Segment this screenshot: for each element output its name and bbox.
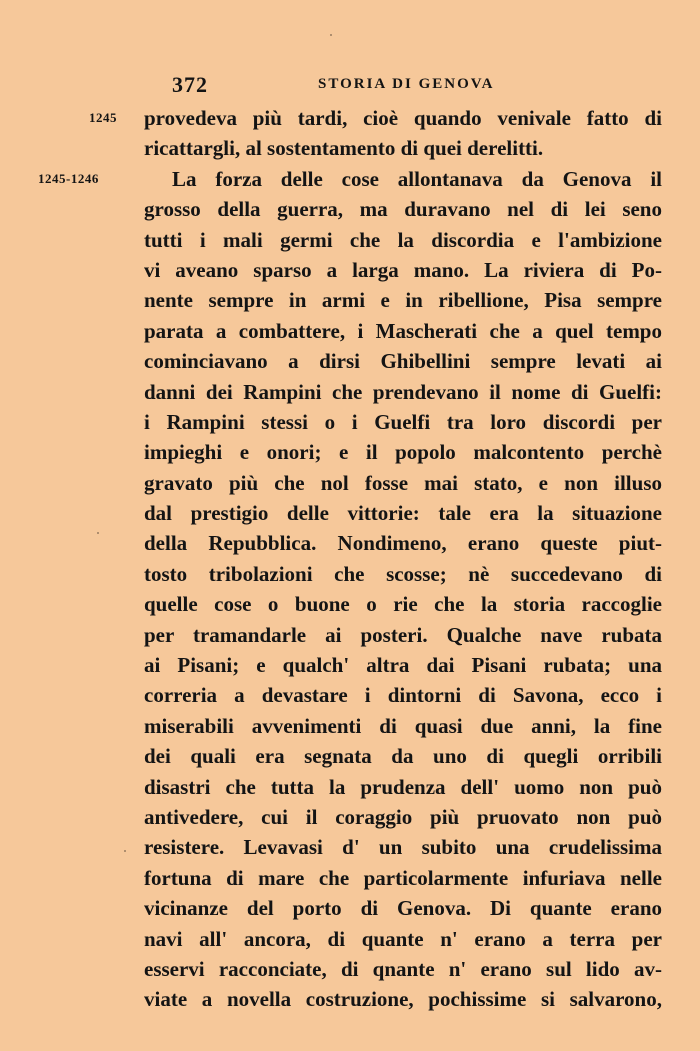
text-line: esservi racconciate, di qnante n' erano sul lido av- — [144, 956, 662, 981]
margin-year-note: 1245 — [89, 110, 117, 125]
text-line: per tramandarle ai posteri. Qualche nave rubata — [144, 622, 662, 647]
text-line: tutti i mali germi che la discordia e l'ambizione — [144, 227, 662, 252]
paragraph-first-line: La forza delle cose allontanava da Genova il — [172, 166, 662, 191]
text-line: antivedere, cui il coraggio più pruovato non può — [144, 804, 662, 829]
text-line: viate a novella costruzione, pochissime si salvarono, — [144, 987, 662, 1012]
running-title: STORIA DI GENOVA — [318, 76, 495, 92]
paper-speck — [97, 532, 99, 534]
text-line: danni dei Rampini che prendevano il nome di Guelfi: — [144, 379, 662, 404]
text-line: miserabili avvenimenti di quasi due anni, la fine — [144, 713, 662, 738]
text-line: dal prestigio delle vittorie: tale era la situazione — [144, 501, 662, 526]
text-line: quelle cose o buone o rie che la storia raccoglie — [144, 592, 662, 617]
text-line: disastri che tutta la prudenza dell' uomo non può — [144, 774, 662, 799]
text-line: gravato più che nol fosse mai stato, e non illuso — [144, 470, 662, 495]
page-header — [0, 72, 700, 102]
text-line: i Rampini stessi o i Guelfi tra loro discordi per — [144, 409, 662, 434]
text-line: impieghi e onori; e il popolo malcontento perchè — [144, 440, 662, 465]
text-line: tosto tribolazioni che scosse; nè succedevano di — [144, 561, 662, 586]
page-number: 372 — [172, 72, 208, 97]
text-line: navi all' ancora, di quante n' erano a terra per — [144, 926, 662, 951]
text-line: vi aveano sparso a larga mano. La riviera di Po- — [144, 257, 662, 282]
text-line: vicinanze del porto di Genova. Di quante erano — [144, 896, 662, 921]
paper-speck — [124, 850, 126, 852]
text-line: dei quali era segnata da uno di quegli orribili — [144, 744, 662, 769]
text-line: cominciavano a dirsi Ghibellini sempre levati ai — [144, 349, 662, 374]
text-line: correria a devastare i dintorni di Savona, ecco i — [144, 683, 662, 708]
text-line: ai Pisani; e qualch' altra dai Pisani rubata; una — [144, 653, 662, 678]
text-line: ricattargli, al sostentamento di quei derelitti. — [144, 136, 544, 161]
paper-speck — [330, 34, 332, 36]
text-line: provedeva più tardi, cioè quando venivale fatto di — [144, 106, 662, 130]
text-line: della Repubblica. Nondimeno, erano queste piut- — [144, 531, 662, 556]
text-line: fortuna di mare che particolarmente infuriava nelle — [144, 865, 662, 890]
text-line: resistere. Levavasi d' un subito una crudelissima — [144, 835, 662, 860]
text-line: nente sempre in armi e in ribellione, Pisa sempre — [144, 288, 662, 313]
body-text — [144, 103, 662, 1015]
margin-year-range-note: 1245-1246 — [38, 171, 99, 186]
text-line: grosso della guerra, ma duravano nel di lei seno — [144, 197, 662, 222]
text-line: parata a combattere, i Mascherati che a quel tempo — [144, 318, 662, 343]
